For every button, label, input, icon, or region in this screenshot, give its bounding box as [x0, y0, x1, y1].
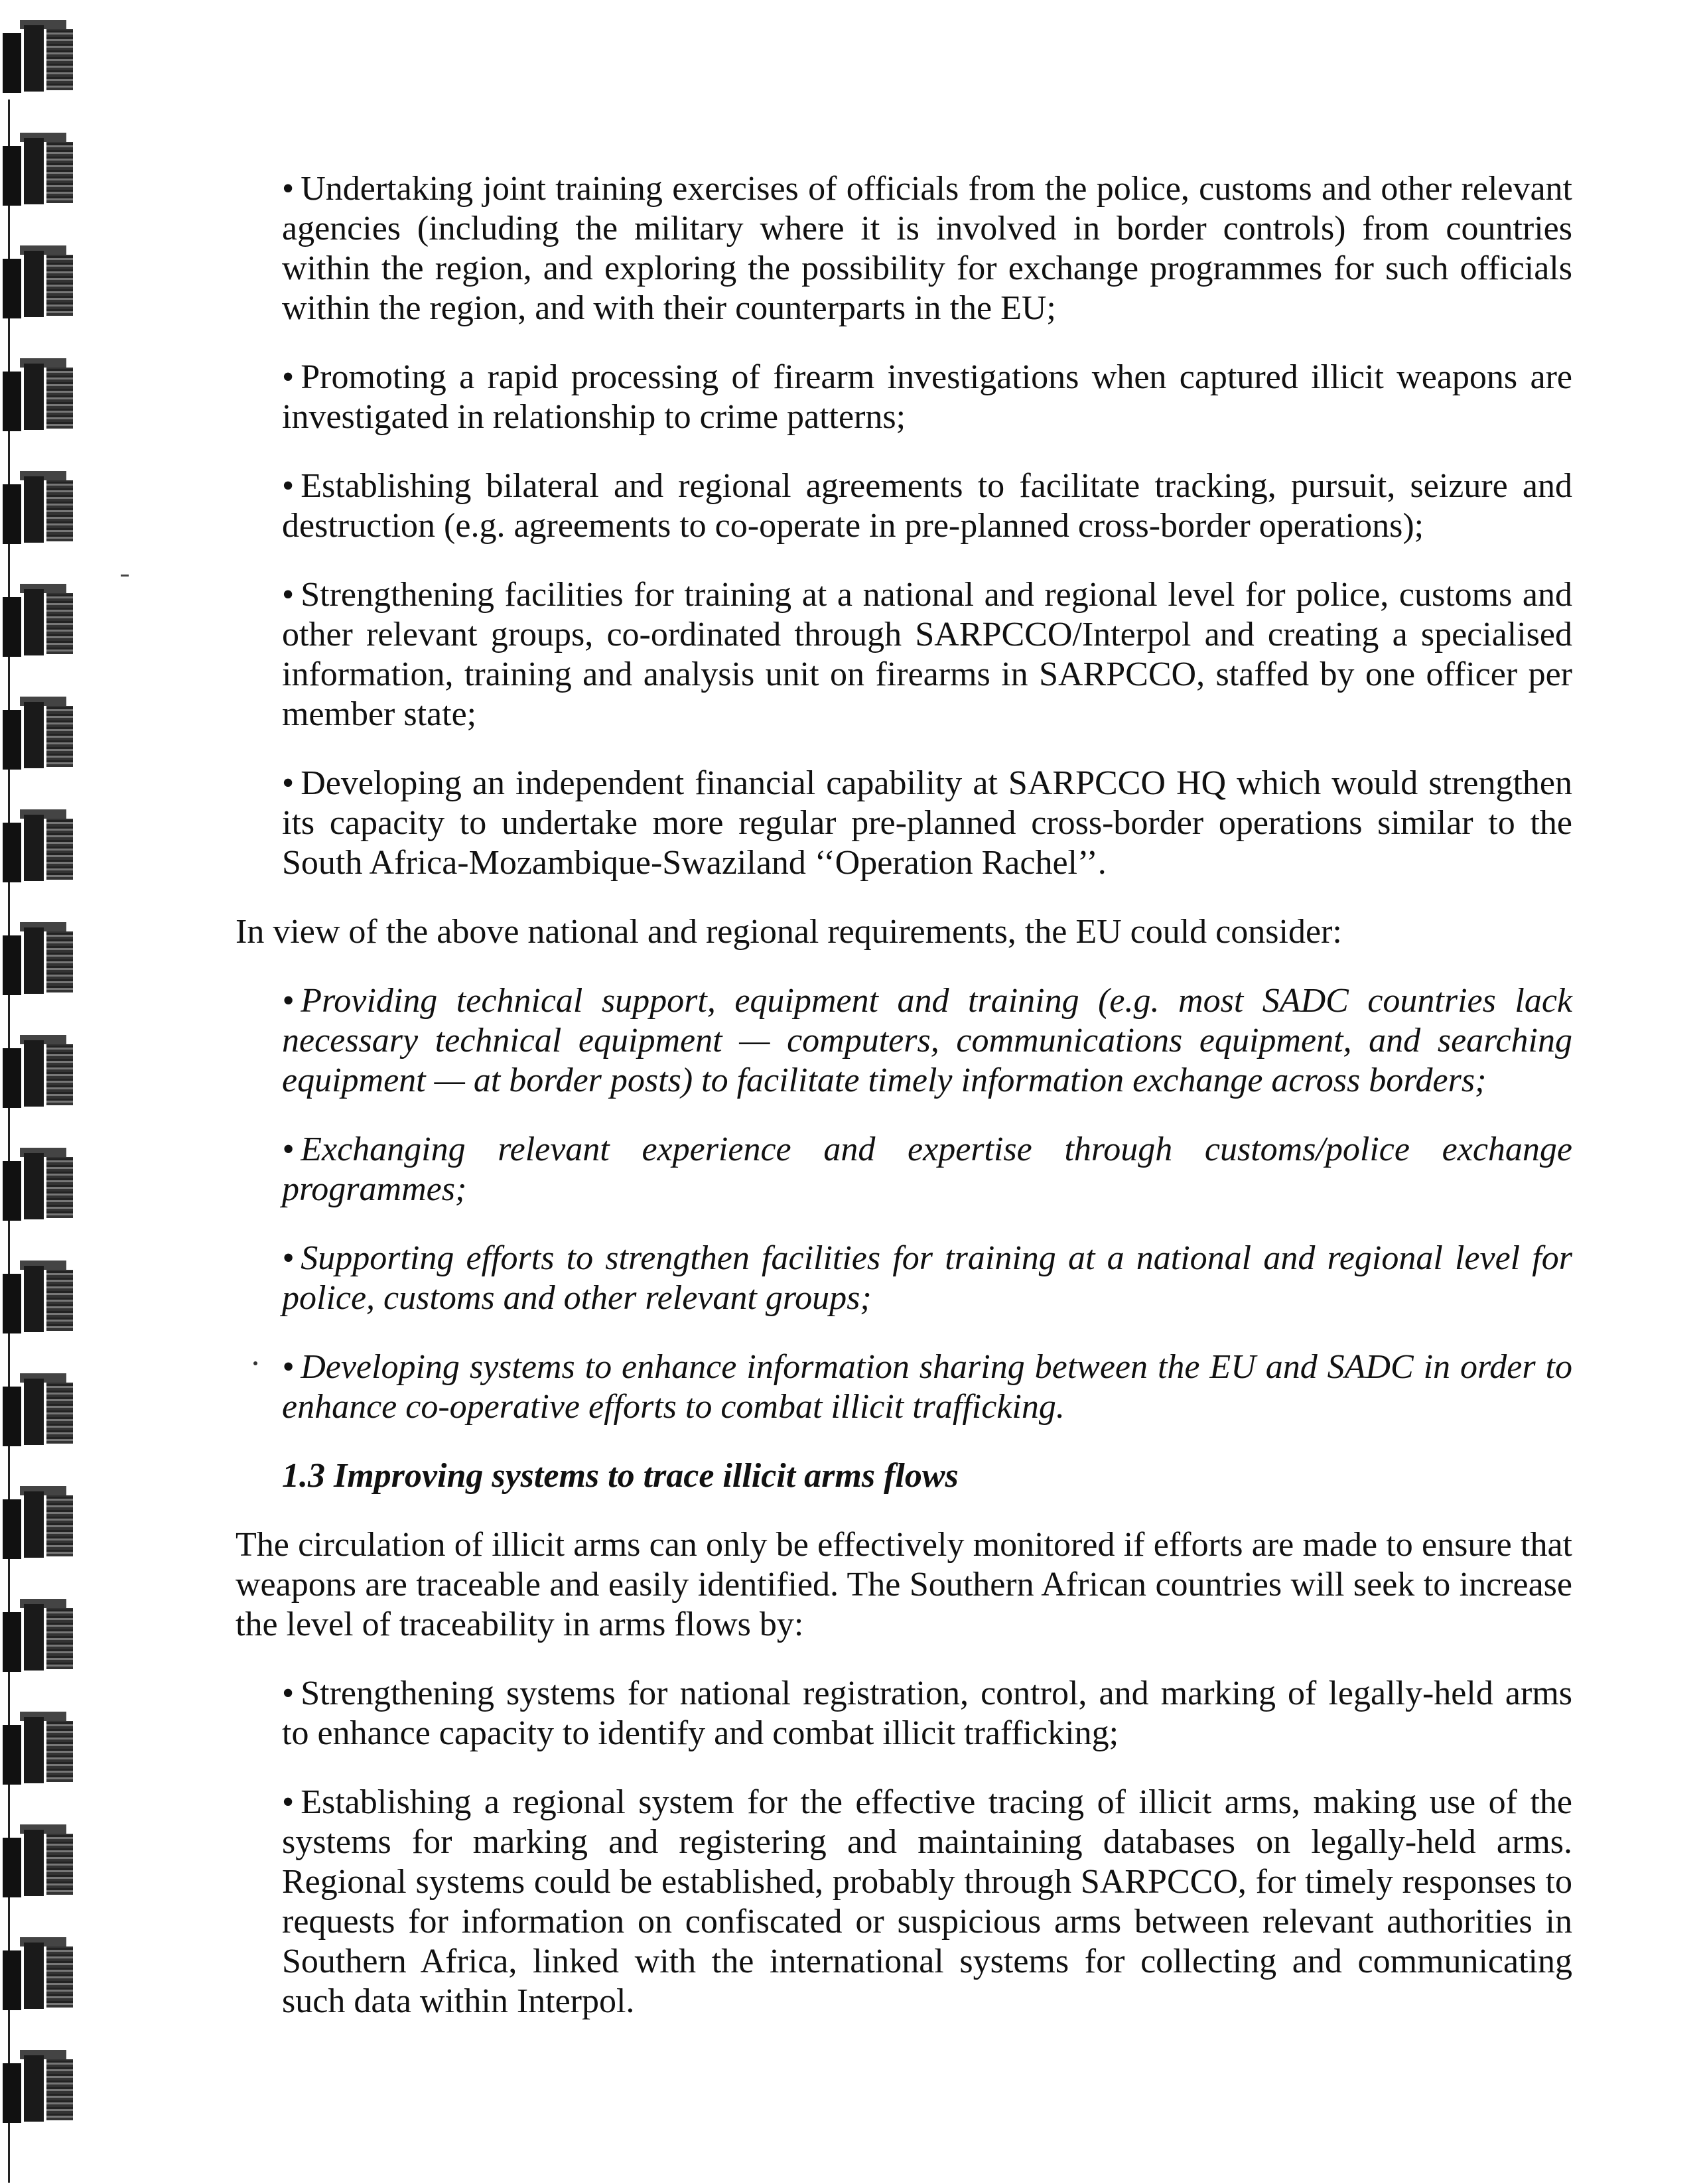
binding-ring: [0, 1261, 73, 1333]
bullet-text: Developing an independent financial capability at SARPCCO HQ which would strengthen its capacity to undertake more regular pre-planned cross-border operations similar to the South Africa-Mozambique-Swaziland ‘‘Operation Rachel’’.: [282, 764, 1572, 882]
bullet-text: Establishing bilateral and regional agreements to facilitate tracking, pursuit, seizure and destruction (e.g. agreements to co-operate in pre-planned cross-border operations);: [282, 467, 1572, 545]
binding-ring: [0, 809, 73, 882]
binding-ring: [0, 1824, 73, 1897]
bullet-glyph: •: [282, 982, 295, 1020]
bullet-text: Exchanging relevant experience and expertise through customs/police exchange programmes;: [282, 1130, 1572, 1208]
bullet-glyph: •: [282, 1239, 295, 1277]
binding-ring: [0, 358, 73, 431]
bullet-glyph: •: [282, 1348, 295, 1386]
bullet-text: Undertaking joint training exercises of officials from the police, customs and other relevant agencies (including the military where it is involved in border controls) from countries within the region, and exploring the possibility for exchange programmes for such officials within the region, and with their counterparts in the EU;: [282, 170, 1572, 327]
bullet-text: Establishing a regional system for the effective tracing of illicit arms, making use of the systems for marking and registering and maintaining databases on legally-held arms. Regional systems could be established, probably through SARPCCO, for timely responses to requests for information on confiscated or suspicious arms between relevant authorities in Southern Africa, linked with the international systems for collecting and communicating such data within Interpol.: [282, 1783, 1572, 2020]
binding-ring: [0, 1486, 73, 1559]
binding-ring: [0, 245, 73, 318]
bullet-item: [282, 981, 1572, 1101]
binding-ring: [0, 2050, 73, 2123]
spiral-binding: [0, 0, 80, 2184]
binding-ring: [0, 1599, 73, 1672]
bullet-item: [282, 1239, 1572, 1318]
bullet-item: [282, 1347, 1572, 1427]
section-heading: 1.3 Improving systems to trace illicit arms flows: [282, 1457, 959, 1495]
bullet-glyph: •: [282, 1783, 295, 1821]
scan-mark: [121, 575, 129, 577]
bullet-text: Promoting a rapid processing of firearm investigations when captured illicit weapons are investigated in relationship to crime patterns;: [282, 358, 1572, 436]
binding-ring: [0, 1148, 73, 1221]
bullet-item: [282, 169, 1572, 328]
bullet-text: Supporting efforts to strengthen facilities for training at a national and regional level for police, customs and other relevant groups;: [282, 1239, 1572, 1317]
binding-ring: [0, 584, 73, 657]
bullet-text: Strengthening systems for national registration, control, and marking of legally-held arms to enhance capacity to identify and combat illicit trafficking;: [282, 1674, 1572, 1752]
bullet-glyph: •: [282, 764, 295, 802]
binding-ring: [0, 471, 73, 544]
bullet-item: [282, 1674, 1572, 1753]
bullet-glyph: •: [282, 467, 295, 505]
body-paragraph: In view of the above national and regional requirements, the EU could consider:: [236, 913, 1342, 951]
binding-ring: [0, 697, 73, 770]
document-page: [236, 169, 1572, 2051]
bullet-glyph: •: [282, 170, 295, 208]
bullet-item: [282, 358, 1572, 437]
binding-ring: [0, 922, 73, 995]
binding-ring: [0, 20, 73, 93]
bullet-item: [282, 466, 1572, 546]
binding-ring: [0, 133, 73, 206]
bullet-item: [282, 575, 1572, 734]
bullet-glyph: •: [282, 358, 295, 396]
bullet-glyph: •: [282, 1130, 295, 1168]
bullet-glyph: •: [282, 576, 295, 614]
binding-ring: [0, 1035, 73, 1108]
bullet-text: Developing systems to enhance information sharing between the EU and SADC in order to enhance co-operative efforts to combat illicit trafficking.: [282, 1348, 1572, 1426]
binding-ring: [0, 1937, 73, 2010]
bullet-item: [282, 1130, 1572, 1209]
binding-ring: [0, 1373, 73, 1446]
bullet-text: Providing technical support, equipment and training (e.g. most SADC countries lack necessary technical equipment — computers, communications equipment, and searching equipment — at border posts) to facilitate timely information exchange across borders;: [282, 982, 1572, 1099]
bullet-glyph: •: [282, 1674, 295, 1712]
body-paragraph: The circulation of illicit arms can only be effectively monitored if efforts are made to ensure that weapons are traceable and easily identified. The Southern African countries will seek to increase the level of traceability in arms flows by:: [236, 1526, 1572, 1643]
bullet-item: [282, 764, 1572, 883]
binding-ring: [0, 1712, 73, 1785]
bullet-item: [282, 1783, 1572, 2021]
bullet-text: Strengthening facilities for training at a national and regional level for police, customs and other relevant groups, co-ordinated through SARPCCO/Interpol and creating a specialised information, training and analysis unit on firearms in SARPCCO, staffed by one officer per member state;: [282, 576, 1572, 733]
